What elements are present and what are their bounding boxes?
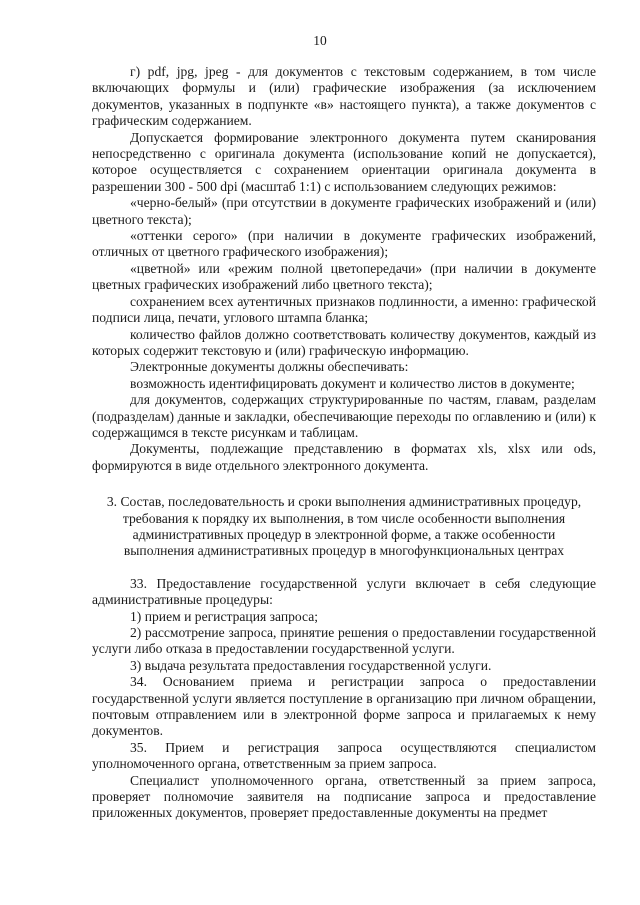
- paragraph-mode-grayscale: «оттенки серого» (при наличии в документе графических изображений, отличных от цветного графического изображения);: [92, 228, 596, 260]
- paragraph-structured: для документов, содержащих структурированные по частям, главам, разделам (подразделам) данные и закладки, обеспечивающие переходы по оглавлению и (или) к содержащимся в тексте рисункам и таблицам.: [92, 392, 596, 440]
- paragraph-33-item-1: 1) прием и регистрация запроса;: [130, 608, 319, 624]
- section-heading: 3. Состав, последовательность и сроки выполнения административных процедур, требования к порядку их выполнения, в том числе особенности выполнения административных процедур в электронной форме, а также особенности выполнения административных процедур в многофункциональных центрах: [106, 494, 582, 559]
- paragraph-34: 34. Основанием приема и регистрации запроса о предоставлении государственной услуги является поступление в организацию при личном обращении, почтовым отправлением или в электронной форме запроса и прилагаемых к нему документов.: [92, 674, 596, 739]
- document-body: [92, 64, 596, 822]
- paragraph-spreadsheets: Документы, подлежащие представлению в форматах xls, xlsx или ods, формируются в виде отдельного электронного документа.: [92, 441, 596, 473]
- paragraph-mode-bw: «черно-белый» (при отсутствии в документе графических изображений и (или) цветного текста);: [92, 195, 596, 227]
- page-number: 10: [313, 33, 327, 48]
- paragraph-authenticity: сохранением всех аутентичных признаков подлинности, а именно: графической подписи лица, печати, углового штампа бланка;: [92, 293, 596, 326]
- paragraph-specialist: Специалист уполномоченного органа, ответственный за прием запроса, проверяет полномочие заявителя на подписание запроса и предоставление приложенных документов, проверяет предоставленные документы на предмет: [92, 772, 596, 821]
- paragraph-35: 35. Прием и регистрация запроса осуществляются специалистом уполномоченного органа, ответственным за прием запроса.: [92, 739, 596, 772]
- paragraph-scanning: Допускается формирование электронного документа путем сканирования непосредственно с оригинала документа (использование копий не допускается), которое осуществляется с сохранением ориентации оригинала документа в разрешении 300 - 500 dpi (масштаб 1:1) с использованием следующих режимов:: [92, 129, 596, 194]
- paragraph-format-pdf: г) pdf, jpg, jpeg - для документов с текстовым содержанием, в том числе включающих формулы и (или) графические изображения (за исключением документов, указанных в подпункте «в» настоящего пункта), а также документов с графическим содержанием.: [92, 64, 596, 129]
- paragraph-mode-color: «цветной» или «режим полной цветопередачи» (при наличии в документе цветных графических изображений либо цветного текста);: [92, 260, 596, 293]
- paragraph-identify: возможность идентифицировать документ и количество листов в документе;: [130, 375, 575, 391]
- paragraph-33: 33. Предоставление государственной услуги включает в себя следующие административные процедуры:: [92, 575, 596, 608]
- paragraph-33-item-2: 2) рассмотрение запроса, принятие решения о предоставлении государственной услуги либо отказа в предоставлении государственной услуги.: [92, 625, 596, 657]
- paragraph-33-item-3: 3) выдача результата предоставления государственной услуги.: [130, 657, 492, 673]
- paragraph-file-count: количество файлов должно соответствовать количеству документов, каждый из которых содержит текстовую и (или) графическую информацию.: [92, 326, 596, 358]
- paragraph-electronic-docs: Электронные документы должны обеспечивать:: [130, 359, 409, 375]
